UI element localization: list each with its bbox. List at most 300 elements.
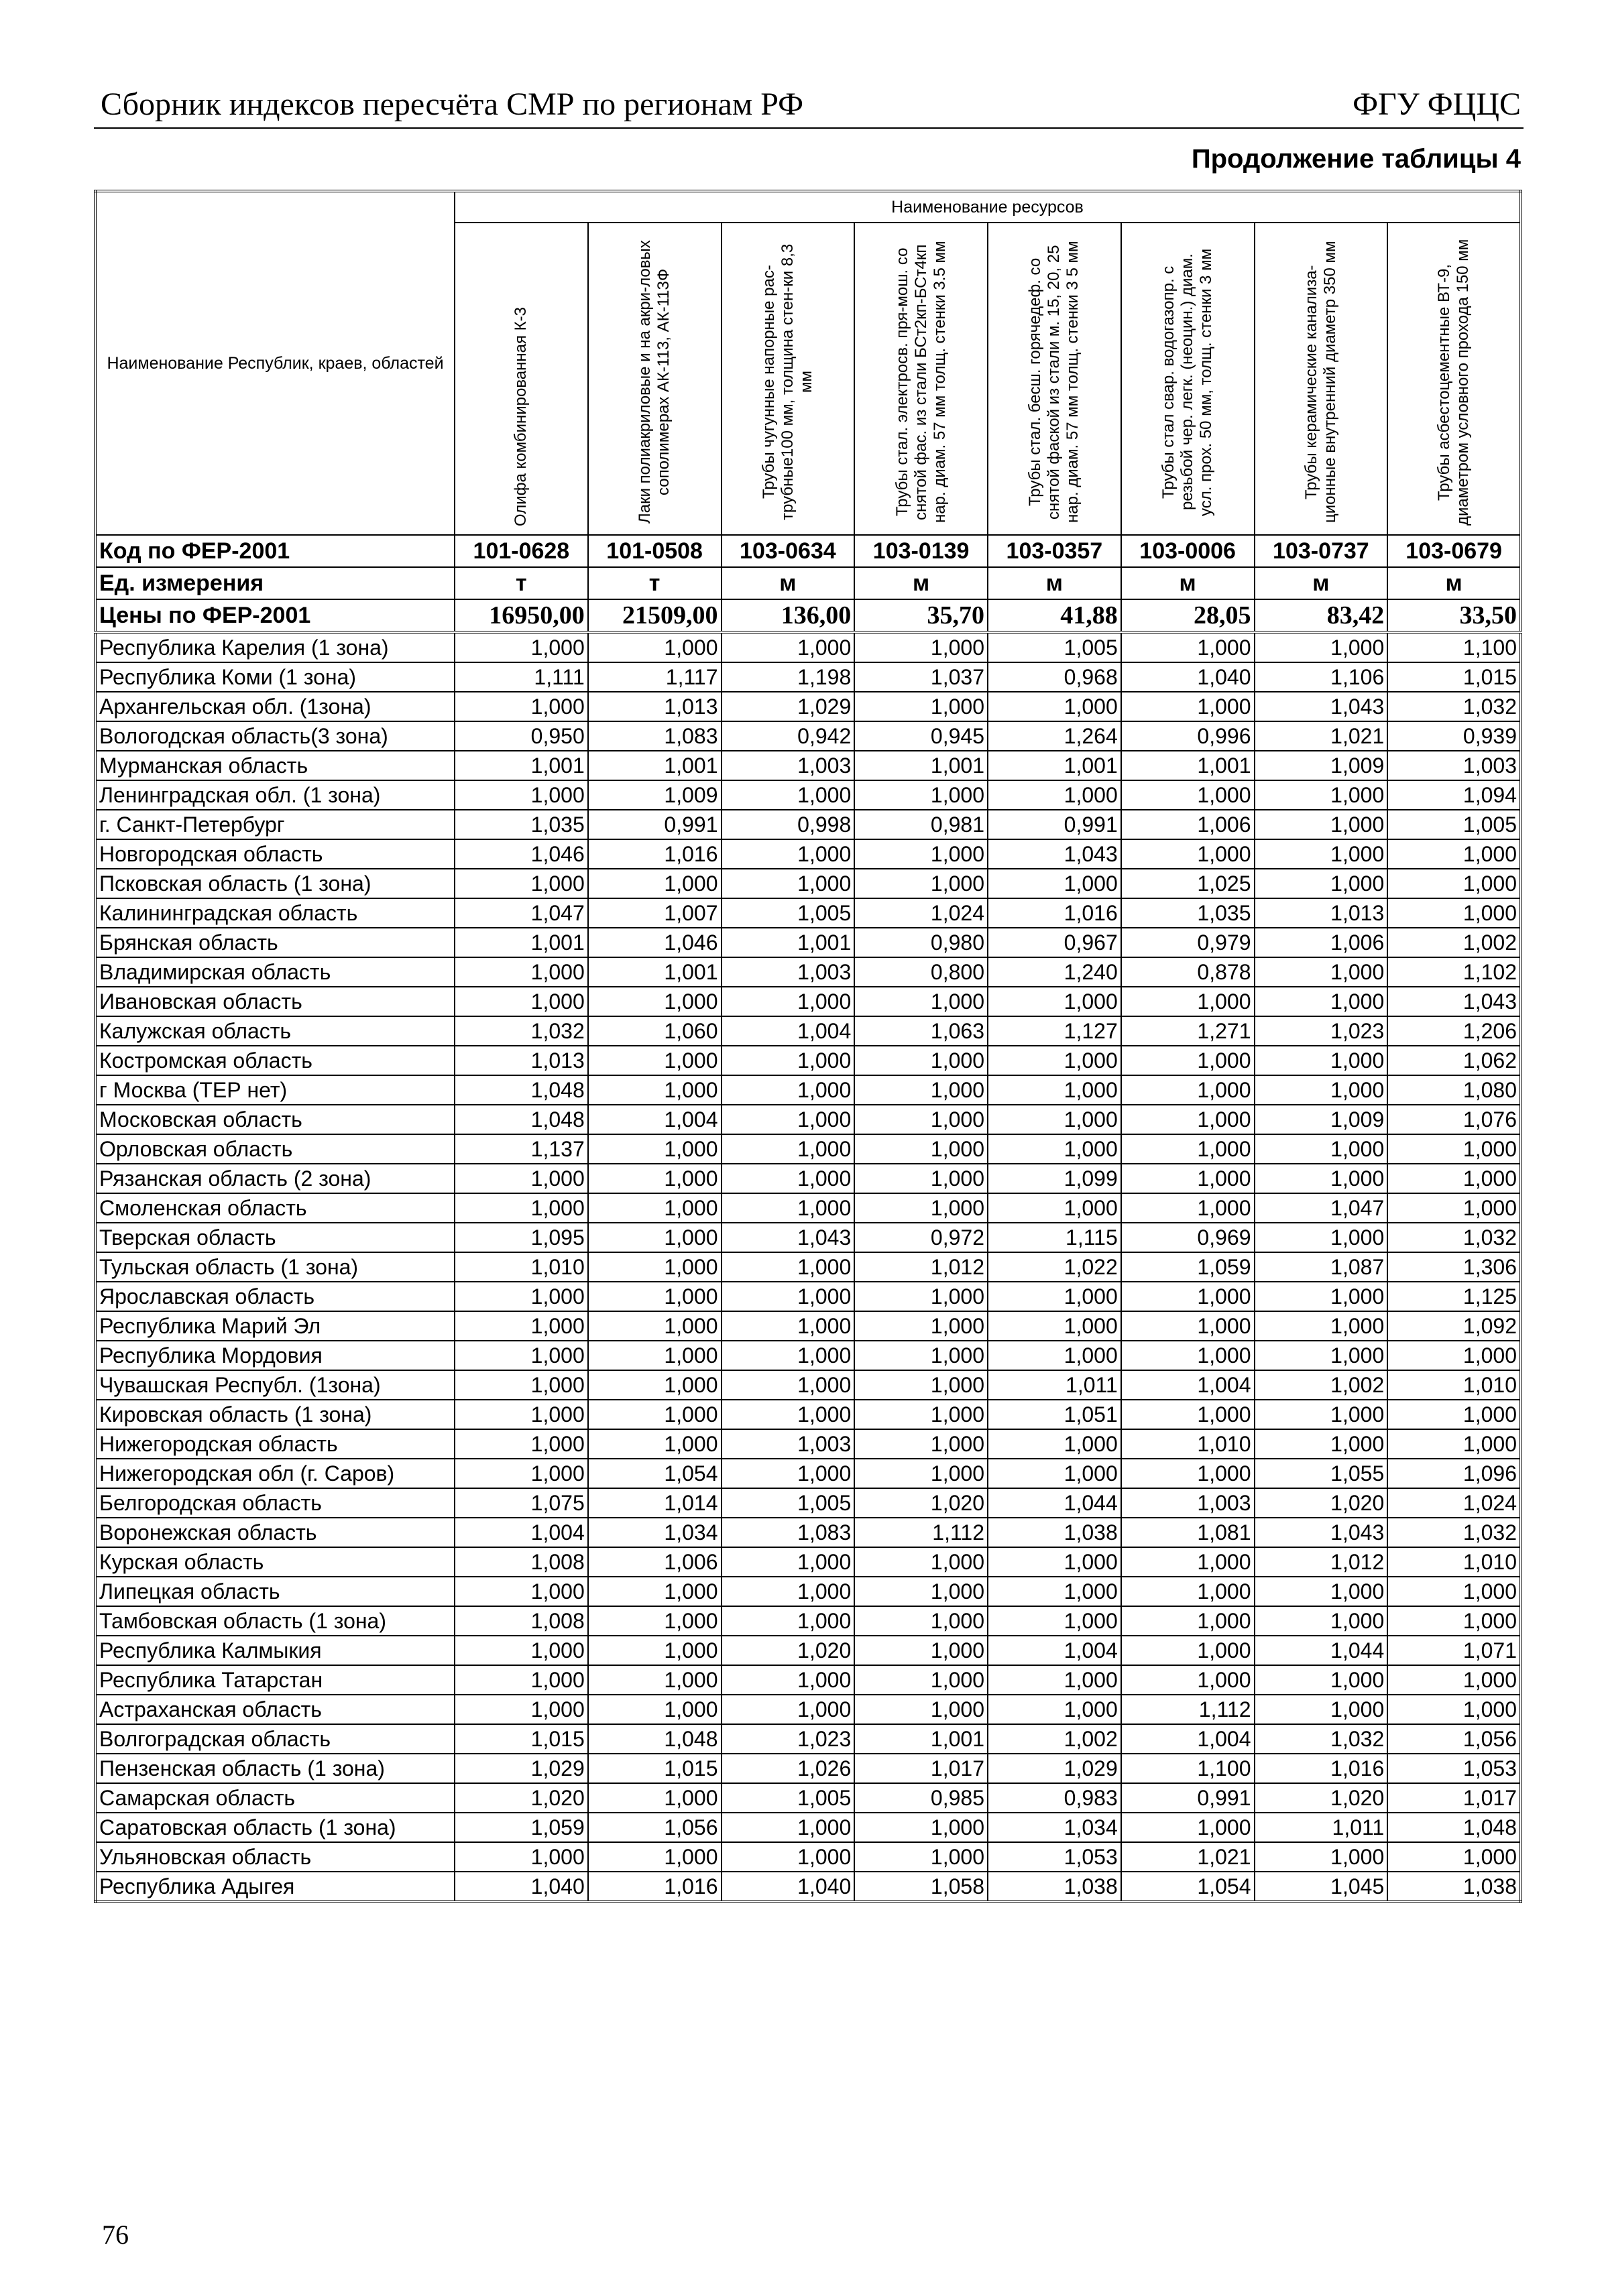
index-value: 1,043 [988,839,1121,869]
index-value: 1,000 [988,1665,1121,1695]
index-value: 0,968 [988,662,1121,692]
index-value: 1,015 [588,1754,722,1783]
table-row [95,1016,1521,1046]
index-value: 1,003 [1387,751,1521,780]
resource-code: 103-0139 [854,535,988,567]
index-value: 1,005 [722,898,855,928]
index-value: 1,000 [1387,1842,1521,1872]
index-value: 0,972 [854,1223,988,1252]
index-value: 1,000 [1387,1429,1521,1459]
index-value: 1,063 [854,1016,988,1046]
resource-unit: м [854,567,988,599]
index-value: 1,016 [1255,1754,1388,1783]
index-value: 1,000 [455,869,588,898]
index-value: 1,000 [1255,1311,1388,1341]
index-value: 1,000 [722,1046,855,1075]
index-value: 1,000 [722,1665,855,1695]
index-value: 1,000 [988,1075,1121,1105]
index-value: 1,000 [722,1105,855,1134]
index-value: 1,000 [1121,839,1255,869]
region-name: Курская область [95,1547,455,1577]
index-value: 1,000 [455,987,588,1016]
index-value: 1,000 [455,1429,588,1459]
index-value: 1,000 [455,692,588,721]
index-value: 1,002 [988,1724,1121,1754]
table-row [95,869,1521,898]
index-value: 1,095 [455,1223,588,1252]
table-row [95,1518,1521,1547]
index-value: 1,000 [455,1459,588,1488]
table-row [95,780,1521,810]
table-row [95,1311,1521,1341]
index-value: 1,048 [455,1075,588,1105]
index-value: 1,099 [988,1164,1121,1193]
index-value: 1,000 [455,1311,588,1341]
resource-code: 103-0006 [1121,535,1255,567]
index-value: 1,024 [1387,1488,1521,1518]
index-value: 1,000 [1121,1311,1255,1341]
index-value: 0,967 [988,928,1121,957]
index-value: 1,000 [722,1075,855,1105]
index-value: 1,047 [1255,1193,1388,1223]
resource-column-header [988,223,1121,535]
index-value: 1,000 [588,1400,722,1429]
index-value: 1,038 [1387,1872,1521,1902]
index-value: 1,000 [854,1400,988,1429]
resource-column-header [455,223,588,535]
table-row [95,1370,1521,1400]
index-value: 1,000 [1121,1400,1255,1429]
table-row [95,1046,1521,1075]
index-value: 1,001 [1121,751,1255,780]
index-value: 1,000 [1121,780,1255,810]
index-value: 1,035 [455,810,588,839]
index-value: 1,000 [854,1429,988,1459]
index-value: 1,000 [1387,869,1521,898]
index-value: 1,271 [1121,1016,1255,1046]
index-value: 1,075 [455,1488,588,1518]
index-value: 1,017 [1387,1783,1521,1813]
index-value: 1,015 [455,1724,588,1754]
price-label: Цены по ФЕР-2001 [95,599,455,632]
index-value: 1,000 [588,1046,722,1075]
index-value: 1,000 [455,1665,588,1695]
table-row [95,1223,1521,1252]
index-value: 1,048 [588,1724,722,1754]
index-value: 1,054 [1121,1872,1255,1902]
table-row [95,1547,1521,1577]
resource-unit: м [1387,567,1521,599]
table-row [95,1842,1521,1872]
index-value: 1,000 [455,1341,588,1370]
index-value: 1,032 [455,1016,588,1046]
index-value: 1,016 [588,839,722,869]
index-value: 1,000 [722,1813,855,1842]
index-value: 1,009 [1255,1105,1388,1134]
table-row [95,1282,1521,1311]
table-row [95,721,1521,751]
table-row [95,1606,1521,1636]
region-name: Мурманская область [95,751,455,780]
index-value: 1,000 [988,692,1121,721]
region-name: Республика Мордовия [95,1341,455,1370]
index-value: 1,000 [854,1606,988,1636]
index-value: 1,022 [988,1252,1121,1282]
index-value: 1,000 [854,1164,988,1193]
index-value: 1,000 [1255,1341,1388,1370]
table-row [95,1488,1521,1518]
resource-name: Трубы чугунные напорные рас-трубные100 мм, толщина стен-ки 8,3 мм [759,243,815,521]
index-value: 1,000 [722,1547,855,1577]
index-value: 1,000 [455,1400,588,1429]
index-value: 1,000 [1121,1577,1255,1606]
index-value: 0,983 [988,1783,1121,1813]
index-value: 1,000 [1121,1046,1255,1075]
table-row [95,928,1521,957]
index-value: 1,000 [588,1252,722,1282]
index-value: 1,000 [722,1370,855,1400]
region-name: Ивановская область [95,987,455,1016]
index-value: 1,040 [722,1872,855,1902]
index-value: 1,000 [1121,1134,1255,1164]
index-value: 1,020 [722,1636,855,1665]
region-name: Волгоградская область [95,1724,455,1754]
code-row [95,535,1521,567]
index-value: 1,000 [1121,1547,1255,1577]
index-value: 1,000 [588,1282,722,1311]
region-name: Пензенская область (1 зона) [95,1754,455,1783]
table-row [95,692,1521,721]
index-value: 1,000 [854,632,988,662]
index-value: 1,000 [988,1606,1121,1636]
index-value: 1,010 [1387,1547,1521,1577]
region-name: Орловская область [95,1134,455,1164]
index-value: 1,010 [1387,1370,1521,1400]
index-value: 1,035 [1121,898,1255,928]
index-value: 1,000 [1387,1577,1521,1606]
index-value: 1,023 [1255,1016,1388,1046]
index-value: 1,000 [455,1282,588,1311]
index-value: 1,000 [455,1193,588,1223]
index-value: 1,000 [854,1695,988,1724]
index-value: 1,000 [1121,1341,1255,1370]
index-value: 1,000 [588,1606,722,1636]
index-value: 1,048 [1387,1813,1521,1842]
region-name: Чувашская Республ. (1зона) [95,1370,455,1400]
index-value: 1,000 [854,1282,988,1311]
index-value: 1,071 [1387,1636,1521,1665]
table-row [95,839,1521,869]
index-value: 1,083 [722,1518,855,1547]
region-name: г Москва (ТЕР нет) [95,1075,455,1105]
index-value: 1,112 [854,1518,988,1547]
index-value: 1,000 [1255,1046,1388,1075]
index-value: 1,006 [588,1547,722,1577]
index-value: 1,000 [854,1134,988,1164]
index-value: 1,000 [1387,1341,1521,1370]
index-value: 1,000 [455,1370,588,1400]
table-row [95,1665,1521,1695]
index-value: 1,000 [854,692,988,721]
index-value: 1,000 [588,1193,722,1223]
region-name: Самарская область [95,1783,455,1813]
resource-column-header [1255,223,1388,535]
region-name: Тамбовская область (1 зона) [95,1606,455,1636]
table-row [95,1754,1521,1783]
resource-name: Трубы стал. бесш. горячедеф. со снятой фаской из стали м. 15, 20, 25 нар. диам. 57 мм толщ. стенки 3 5 мм [1026,241,1082,524]
index-value: 1,000 [1121,1075,1255,1105]
index-value: 0,800 [854,957,988,987]
index-value: 1,000 [854,987,988,1016]
index-value: 1,020 [455,1783,588,1813]
index-value: 1,004 [455,1518,588,1547]
index-value: 1,000 [1255,1282,1388,1311]
index-value: 1,306 [1387,1252,1521,1282]
index-value: 1,000 [854,1311,988,1341]
index-value: 1,000 [1255,1400,1388,1429]
resource-price: 83,42 [1255,599,1388,632]
index-value: 1,044 [988,1488,1121,1518]
index-value: 1,000 [1121,1459,1255,1488]
table-row [95,1724,1521,1754]
index-value: 1,000 [854,1813,988,1842]
index-value: 1,000 [588,632,722,662]
resource-name: Олифа комбинированная К-3 [512,306,530,526]
region-name: Республика Адыгея [95,1872,455,1902]
table-row [95,1193,1521,1223]
index-value: 1,001 [854,1724,988,1754]
index-value: 1,000 [1255,957,1388,987]
table-row [95,1636,1521,1665]
region-name: Республика Карелия (1 зона) [95,632,455,662]
index-value: 1,045 [1255,1872,1388,1902]
table-row [95,957,1521,987]
table-row [95,1341,1521,1370]
index-value: 1,000 [722,839,855,869]
region-name: Воронежская область [95,1518,455,1547]
index-value: 1,032 [1387,1518,1521,1547]
index-value: 1,046 [455,839,588,869]
index-value: 1,040 [1121,662,1255,692]
index-value: 1,013 [1255,898,1388,928]
index-value: 1,059 [455,1813,588,1842]
index-value: 1,000 [722,1164,855,1193]
index-value: 1,032 [1387,1223,1521,1252]
index-value: 1,106 [1255,662,1388,692]
document-title: Сборник индексов пересчёта СМР по регионам РФ [101,86,803,122]
index-value: 1,000 [722,1577,855,1606]
code-label: Код по ФЕР-2001 [95,535,455,567]
index-value: 1,015 [1387,662,1521,692]
region-name: Калужская область [95,1016,455,1046]
region-name: Астраханская область [95,1695,455,1724]
index-value: 1,011 [1255,1813,1388,1842]
index-value: 1,024 [854,898,988,928]
index-value: 1,000 [1255,1695,1388,1724]
unit-row [95,567,1521,599]
index-value: 1,026 [722,1754,855,1783]
region-name: Кировская область (1 зона) [95,1400,455,1429]
index-value: 1,001 [455,751,588,780]
resource-price: 16950,00 [455,599,588,632]
region-name: Псковская область (1 зона) [95,869,455,898]
header-divider [94,127,1524,129]
index-value: 0,991 [588,810,722,839]
resource-price: 28,05 [1121,599,1255,632]
index-value: 1,000 [455,632,588,662]
organization-name: ФГУ ФЦЦС [1353,86,1521,122]
index-value: 1,000 [1255,1075,1388,1105]
index-value: 1,000 [988,1193,1121,1223]
table-row [95,1105,1521,1134]
index-value: 1,004 [588,1105,722,1134]
index-value: 1,000 [1255,1577,1388,1606]
index-value: 1,010 [455,1252,588,1282]
index-value: 1,038 [988,1872,1121,1902]
index-value: 1,000 [1387,1606,1521,1636]
region-name: Тверская область [95,1223,455,1252]
index-value: 1,240 [988,957,1121,987]
index-value: 1,000 [988,1577,1121,1606]
index-value: 1,000 [1255,1429,1388,1459]
index-value: 1,000 [1387,1665,1521,1695]
region-name: Владимирская область [95,957,455,987]
index-value: 1,062 [1387,1046,1521,1075]
region-name: Липецкая область [95,1577,455,1606]
resource-name: Лаки полиакриловые и на акри-ловых сополимерах АК-113, АК-113Ф [636,240,673,524]
index-value: 1,032 [1387,692,1521,721]
index-value: 1,005 [988,632,1121,662]
region-name: Республика Марий Эл [95,1311,455,1341]
index-value: 1,000 [1121,632,1255,662]
resource-price: 35,70 [854,599,988,632]
resource-price: 41,88 [988,599,1121,632]
index-value: 1,004 [722,1016,855,1046]
index-value: 1,000 [1255,839,1388,869]
index-value: 1,001 [722,928,855,957]
index-value: 1,025 [1121,869,1255,898]
table-row [95,987,1521,1016]
index-value: 1,000 [1121,692,1255,721]
index-value: 1,000 [1387,1193,1521,1223]
index-value: 1,000 [988,1547,1121,1577]
index-value: 1,100 [1121,1754,1255,1783]
index-value: 1,000 [588,1370,722,1400]
index-value: 1,060 [588,1016,722,1046]
index-value: 1,080 [1387,1075,1521,1105]
index-value: 0,878 [1121,957,1255,987]
index-value: 1,009 [1255,751,1388,780]
index-value: 1,000 [988,1105,1121,1134]
index-value: 1,000 [722,1193,855,1223]
index-value: 1,044 [1255,1636,1388,1665]
index-value: 1,002 [1255,1370,1388,1400]
index-value: 1,000 [455,1164,588,1193]
index-value: 1,001 [988,751,1121,780]
index-value: 1,083 [588,721,722,751]
resources-header: Наименование ресурсов [455,191,1521,223]
index-value: 1,040 [455,1872,588,1902]
index-value: 0,950 [455,721,588,751]
table-row [95,1577,1521,1606]
region-name: Нижегородская область [95,1429,455,1459]
table-row [95,1164,1521,1193]
index-value: 1,111 [455,662,588,692]
resource-code: 101-0628 [455,535,588,567]
index-value: 1,000 [988,1134,1121,1164]
index-value: 1,076 [1387,1105,1521,1134]
index-value: 1,010 [1121,1429,1255,1459]
index-value: 1,000 [1121,987,1255,1016]
index-value: 1,000 [722,1695,855,1724]
index-value: 1,003 [1121,1488,1255,1518]
index-value: 1,000 [1255,780,1388,810]
index-value: 0,991 [988,810,1121,839]
index-value: 0,980 [854,928,988,957]
index-value: 1,016 [988,898,1121,928]
region-name: Архангельская обл. (1зона) [95,692,455,721]
resource-unit: м [988,567,1121,599]
resource-code: 101-0508 [588,535,722,567]
index-value: 1,000 [854,1046,988,1075]
index-value: 1,000 [1387,1164,1521,1193]
index-value: 1,000 [722,1134,855,1164]
index-value: 1,029 [455,1754,588,1783]
index-value: 1,000 [1121,1665,1255,1695]
index-value: 0,985 [854,1783,988,1813]
region-name: Ленинградская обл. (1 зона) [95,780,455,810]
index-value: 1,012 [1255,1547,1388,1577]
resource-unit: т [455,567,588,599]
index-value: 1,000 [854,839,988,869]
index-value: 1,008 [455,1606,588,1636]
resource-column-header [588,223,722,535]
index-value: 1,038 [988,1518,1121,1547]
index-value: 1,000 [722,1606,855,1636]
index-value: 1,115 [988,1223,1121,1252]
index-value: 1,000 [722,780,855,810]
index-value: 1,056 [1387,1724,1521,1754]
index-value: 1,000 [455,1577,588,1606]
index-value: 1,001 [588,751,722,780]
index-value: 1,000 [1255,632,1388,662]
index-value: 1,000 [588,1577,722,1606]
region-name: Нижегородская обл (г. Саров) [95,1459,455,1488]
resource-code: 103-0737 [1255,535,1388,567]
index-value: 1,000 [722,1341,855,1370]
index-value: 1,000 [1387,1134,1521,1164]
index-value: 1,005 [722,1783,855,1813]
index-value: 0,996 [1121,721,1255,751]
index-value: 1,032 [1255,1724,1388,1754]
index-value: 1,000 [455,1842,588,1872]
index-value: 1,000 [588,1311,722,1341]
resource-unit: м [1121,567,1255,599]
index-value: 1,000 [455,1636,588,1665]
index-value: 1,001 [455,928,588,957]
index-value: 1,006 [1121,810,1255,839]
resource-name: Трубы стал свар. водогазопр. с резьбой чер. легк. (неоцин.) диам. усл. прох. 50 мм, толщ. стенки 3 мм [1159,248,1216,516]
table-row [95,1134,1521,1164]
index-value: 1,034 [588,1518,722,1547]
index-value: 1,014 [588,1488,722,1518]
table-row [95,1695,1521,1724]
resource-price: 21509,00 [588,599,722,632]
index-value: 1,000 [1121,1164,1255,1193]
index-value: 1,000 [1387,1695,1521,1724]
index-value: 1,000 [722,987,855,1016]
table-row [95,1400,1521,1429]
